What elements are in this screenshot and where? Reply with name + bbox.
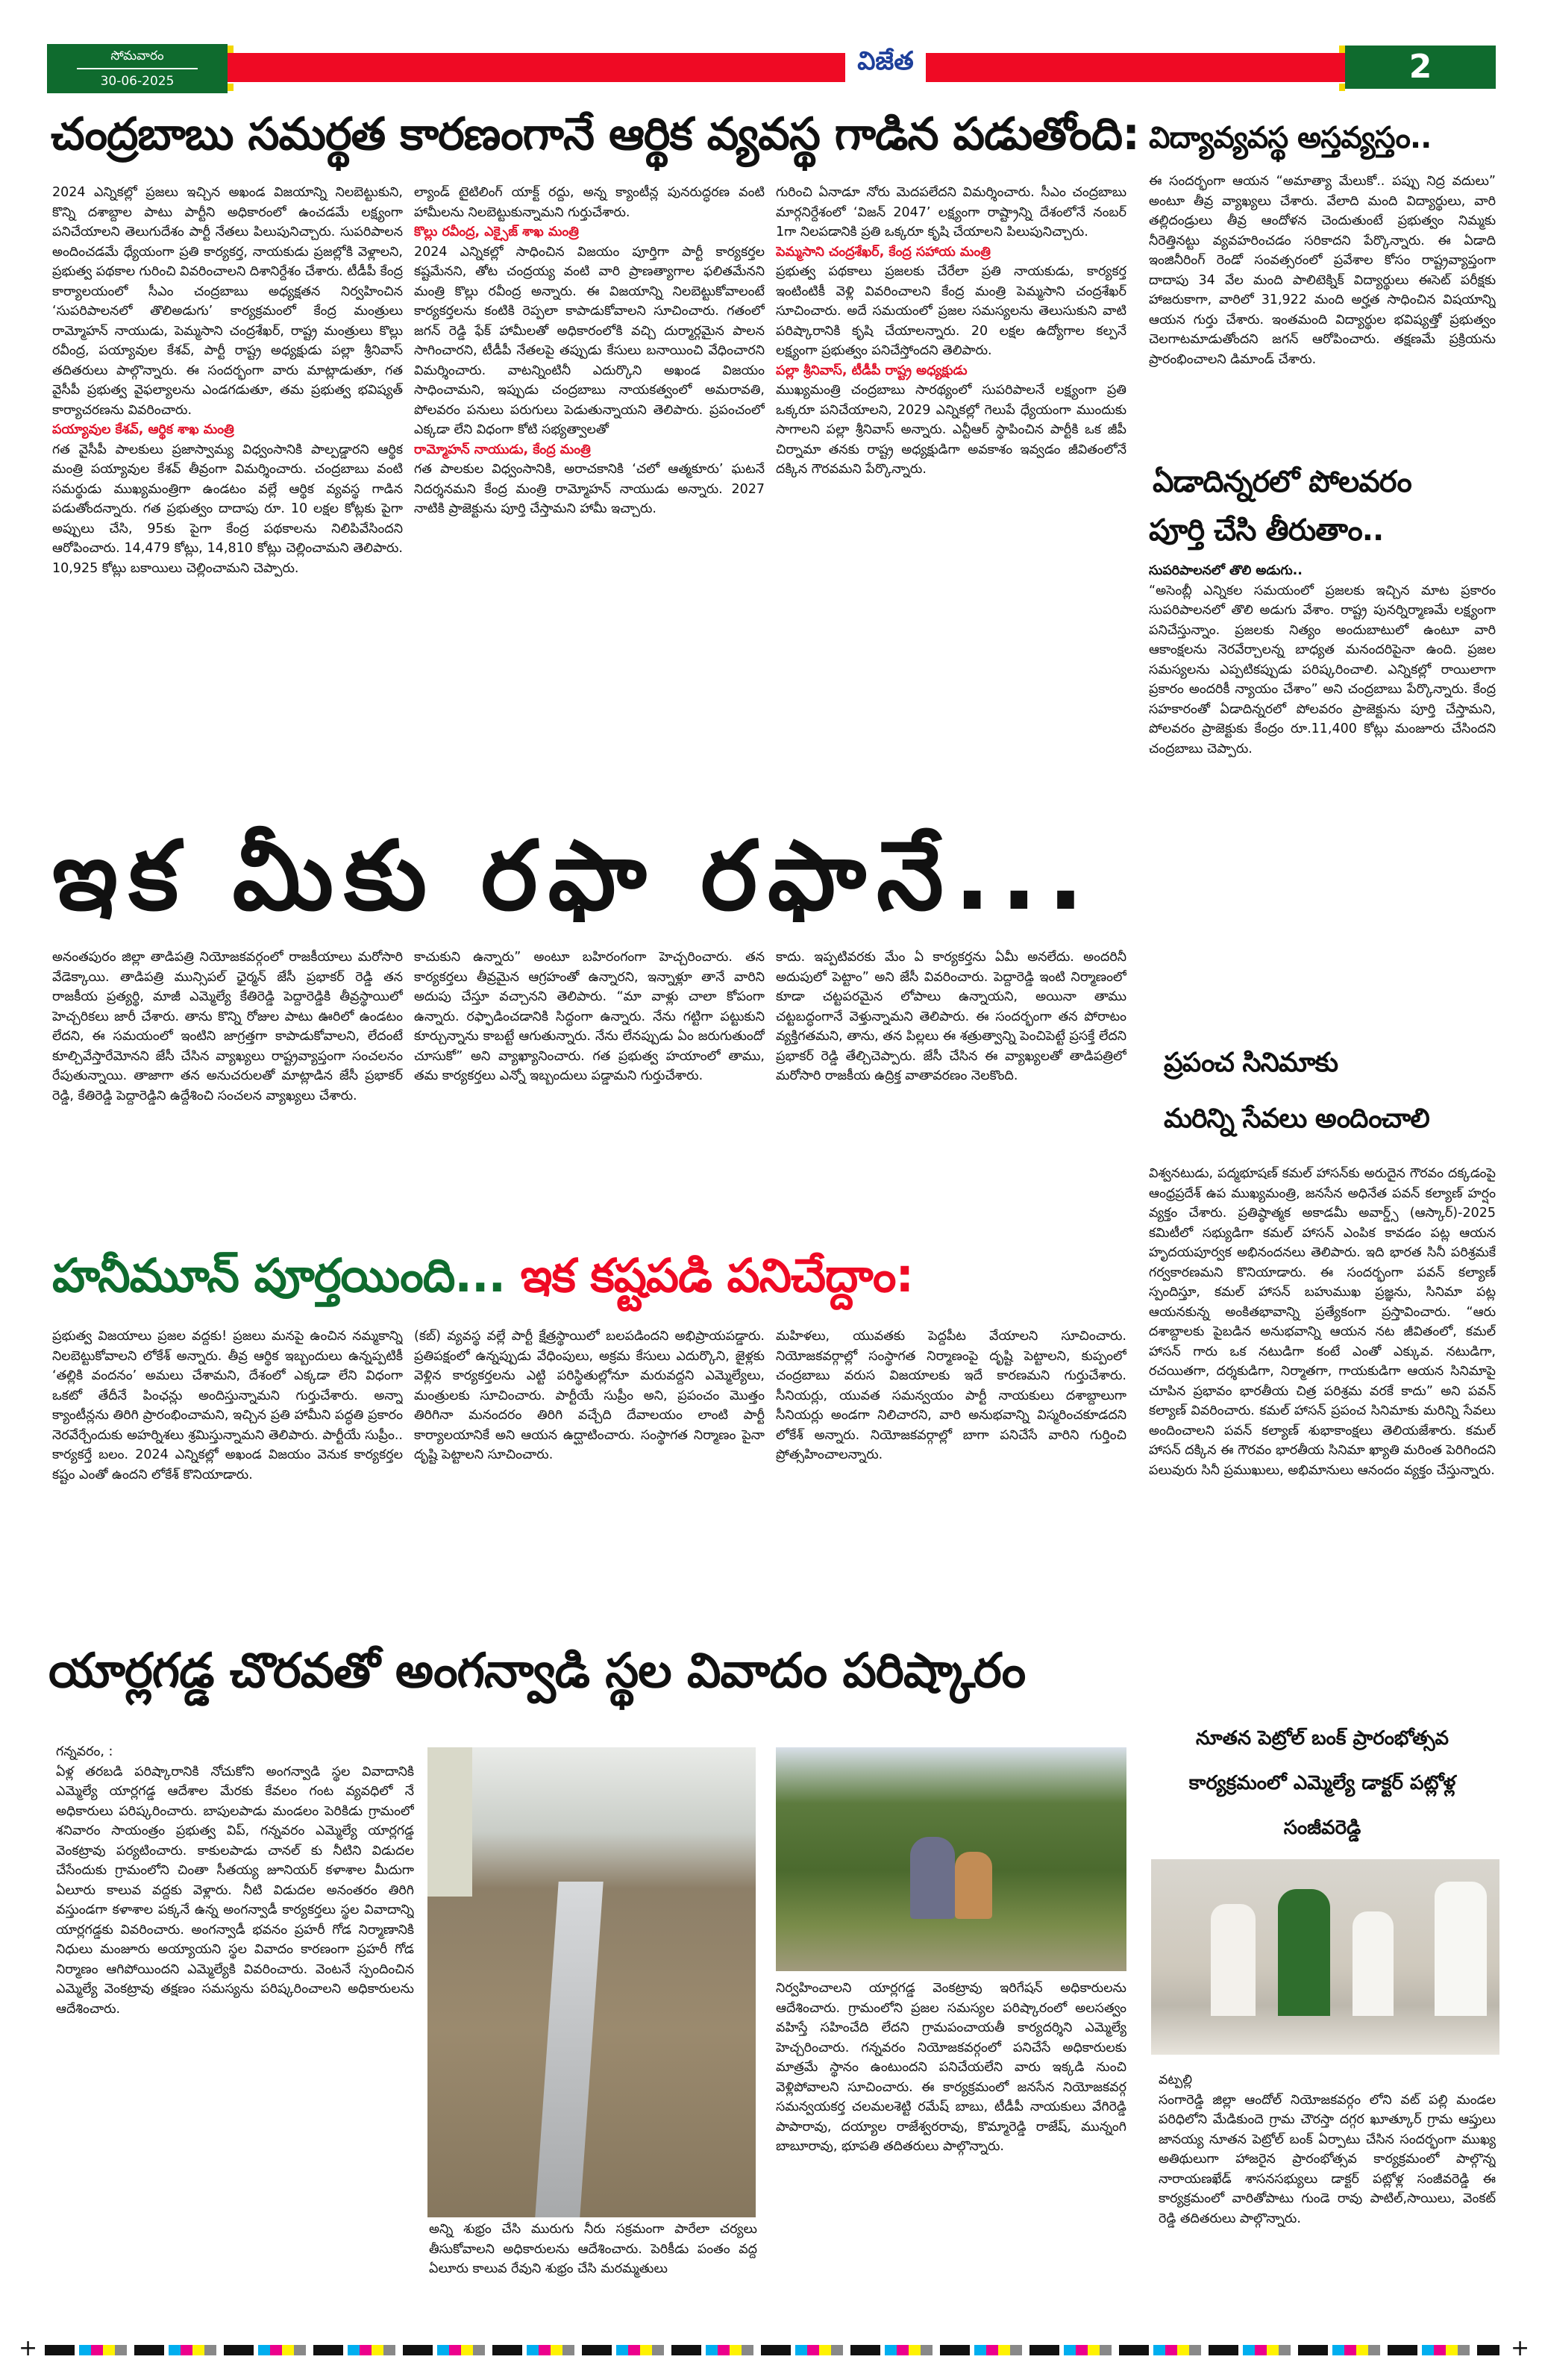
issue-date: 30-06-2025: [100, 74, 175, 89]
lead-column-3: [776, 183, 1126, 795]
canal-cleaning-photo: [776, 1747, 1126, 1971]
rafa-column-2: కాచుకుని ఉన్నారు” అంటూ బహిరంగంగా హెచ్చరించారు. తన కార్యకర్తలు తీవ్రమైన ఆగ్రహంతో ఉన్నారని, ఇన్నాళ్లూ తానే వారిని అదుపు చేస్తూ వచ్చానని తెలిపారు. “మా వాళ్లు చాలా కోపంగా ఉన్నారు. రఫ్ఫాడించడానికి సిద్ధంగా ఉన్నారు. నేను గట్టిగా పట్టుకుని కూర్చున్నాను కాబట్టే ఆగుతున్నారు. నేను లేనప్పుడు ఏం జరుగుతుందో చూసుకో” అని వ్యాఖ్యానించారు. గత ప్రభుత్వ హయాంలో తాము, తమ కార్యకర్తలు ఎన్నో ఇబ్బందులు పడ్డామని గుర్తుచేశారు.: [414, 950, 765, 1083]
crosshair-mark: +: [1511, 2335, 1530, 2361]
lead-text: ప్రభుత్వ పథకాలు ప్రజలకు చేరేలా ప్రతి నాయకుడు, కార్యకర్త ఇంటింటికీ వెళ్లి వివరించాలని కేంద్ర మంత్రి పెమ్మసాని చంద్రశేఖర్ సూచించారు. అదే సమయంలో ప్రజల సమస్యలను తెలుసుకుని వాటి పరిష్కారానికి కృషి చేయాలన్నారు. 20 లక్షల ఉద్యోగాల కల్పనే లక్ష్యంగా ప్రభుత్వం పనిచేస్తోందని తెలిపారు.: [776, 264, 1126, 358]
worker-figure: [955, 1852, 992, 1919]
honeymoon-headline-red: ఇక కష్టపడి పనిచేద్దాం:: [520, 1248, 914, 1303]
lead-text: 2024 ఎన్నికల్లో సాధించిన విజయం పూర్తిగా పార్టీ కార్యకర్తల కష్టమేనని, తోట చంద్రయ్య వంటి వారి ప్రాణత్యాగాల ఫలితమేనని మంత్రి కొల్లు రవీంద్ర అన్నారు. ఈ విజయాన్ని నిలబెట్టుకోవాలంటే కార్యకర్తలను కంటికి రెప్పలా కాపాడుకోవాలని సూచించారు. గతంలో జగన్ రెడ్డి ఫేక్ హామీలతో అధికారంలోకి వచ్చి దుర్మార్గమైన పాలన సాగించారని, టీడీపీ నేతలపై తప్పుడు కేసులు బనాయించి వేధించారని విమర్శించారు. వాటన్నింటినీ ఎదుర్కొని అఖండ విజయం సాధించామని, ఇప్పుడు చంద్రబాబు నాయకత్వంలో అమరావతి, పోలవరం పనులు పరుగులు పెడుతున్నాయని తెలిపారు. ప్రపంచంలో ఎక్కడా లేని విధంగా కోటి సభ్యత్వాలతో: [414, 244, 765, 437]
honeymoon-headline: [52, 1242, 913, 1309]
cinema-headline-1: ప్రపంచ సినిమాకు: [1164, 1047, 1338, 1078]
lead-subhead: కొల్లు రవీంద్ర, ఎక్సైజ్ శాఖ మంత్రి: [414, 225, 579, 239]
education-body: ఈ సందర్భంగా ఆయన “అమాత్యా మేలుకో.. పప్పు నిద్ర వదులు” అంటూ తీవ్ర వ్యాఖ్యలు చేశారు. వేలాది మంది విద్యార్థులు, వారి తల్లిదండ్రులు తీవ్ర ఆందోళన చెందుతుంటే ప్రభుత్వం నిమ్మకు నీరెత్తినట్టు వ్యవహరించడం సరికాదని పేర్కొన్నారు. ఈ ఏడాది ఇంజినీరింగ్ రెండో సంవత్సరంలో ప్రవేశాల కోసం రాష్ట్రవ్యాప్తంగా దాదాపు 34 వేల మంది పాలిటెక్నిక్ విద్యార్థులు ఈసెట్ పరీక్షకు హాజరుకాగా, వారిలో 31,922 మంది అర్హత సాధించిన విషయాన్ని ఆయన గుర్తు చేశారు. ఇంతమంది విద్యార్థుల భవిష్యత్తో ప్రభుత్వం చెలగాటమాడుతోందని జగన్ ఆరోపించారు. తక్షణమే ప్రక్రియను ప్రారంభించాలని డిమాండ్ చేశారు.: [1149, 174, 1496, 367]
honeymoon-headline-green: హనీమూన్ పూర్తయింది...: [52, 1248, 506, 1303]
petrol-headline: నూతన పెట్రోల్ బంక్ ప్రారంభోత్సవ కార్యక్రమంలో ఎమ్మెల్యే డాక్టర్ పట్లోళ్ల సంజీవరెడ్డి: [1188, 1727, 1456, 1839]
lead-text: ల్యాండ్ టైటిలింగ్ యాక్ట్ రద్దు, అన్న క్యాంటీన్ల పునరుద్ధరణ వంటి హామీలను నిలబెట్టుకున్నామని గుర్తుచేశారు.: [414, 185, 765, 220]
petrol-text: సంగారెడ్డి జిల్లా ఆందోల్ నియోజకవర్గం లోని వట్ పల్లి మండల పరిధిలోని మేడికుందె గ్రామ చౌరస్తా దగ్గర ఖూత్కూర్ గ్రామ ఆప్తులు జానయ్య నూతన పెట్రోల్ బంక్ ఏర్పాటు చేసిన సందర్భంగా ముఖ్య అతిథులుగా హాజరైన ప్రారంభోత్సవ కార్యక్రమంలో పాల్గొన్న నారాయణఖేడ్ శాసనసభ్యులు డాక్టర్ పట్లోళ్ల సంజీవరెడ్డి ఈ కార్యక్రమంలో వారితోపాటు గుండె రావు పాటిల్,సాయిలు, వెంకట్ రెడ్డి తదితరులు పాల్గొన్నారు.: [1159, 2092, 1496, 2226]
lead-text: ముఖ్యమంత్రి చంద్రబాబు సారథ్యంలో సుపరిపాలనే లక్ష్యంగా ప్రతి ఒక్కరూ పనిచేయాలని, 2029 ఎన్నికల్లో గెలుపే ధ్యేయంగా ముందుకు సాగాలని పల్లా శ్రీనివాస్ అన్నారు. ఎన్టీఆర్ స్థాపించిన పార్టీకి ఒక జీపీ చిర్నామా తనకు రాష్ట్ర అధ్యక్షుడిగా అవకాశం ఇవ్వడం జీవితంలోనే దక్కిన గౌరవమని పేర్కొన్నారు.: [776, 383, 1126, 477]
lead-column-2: [414, 183, 765, 795]
petrol-bunk-photo: [1151, 1859, 1499, 2055]
water-channel: [535, 1882, 603, 2217]
crosshair-mark: +: [19, 2335, 38, 2361]
drain-photo: [427, 1747, 756, 2217]
lead-subhead: రామ్మోహన్ నాయుడు, కేంద్ర మంత్రి: [414, 442, 591, 457]
rafa-column-3: కాదు. ఇప్పటివరకు మేం ఏ కార్యకర్తను ఏమీ అనలేదు. అందరినీ అదుపులో పెట్టాం” అని జేసీ వివరించారు. పెద్దారెడ్డి ఇంటి నిర్మాణంలో కూడా చట్టపరమైన లోపాలు ఉన్నాయని, అయినా తాము చట్టబద్ధంగానే వెళ్తున్నామని తెలిపారు. ఈ సందర్భంగా తన పోరాటం వ్యక్తిగతమని, తాను, తన పిల్లలు ఈ శత్రుత్వాన్ని పెంచిపెట్టే ప్రసక్తే లేదని ప్రభాకర్ రెడ్డి తేల్చిచెప్పారు. జేసీ చేసిన ఈ వ్యాఖ్యలతో తాడిపత్రిలో మరోసారి రాజకీయ ఉద్రిక్త వాతావరణం నెలకొంది.: [776, 950, 1126, 1083]
newspaper-logo: [845, 45, 926, 95]
cinema-body: విశ్వనటుడు, పద్మభూషణ్ కమల్ హాసన్‌కు అరుదైన గౌరవం దక్కడంపై ఆంధ్రప్రదేశ్ ఉప ముఖ్యమంత్రి, జనసేన అధినేత పవన్ కల్యాణ్ హర్షం వ్యక్తం చేశారు. ప్రతిష్ఠాత్మక అకాడమీ అవార్డ్స్ (ఆస్కార్)-2025 కమిటీలో సభ్యుడిగా కమల్ హాసన్ ఎంపిక కావడం పట్ల ఆయన హృదయపూర్వక అభినందనలు తెలిపారు. ఇది భారత సినీ పరిశ్రమకే గర్వకారణమని కొనియాడారు. ఈ సందర్భంగా పవన్ కల్యాణ్ స్పందిస్తూ, కమల్ హాసన్ బహుముఖ ప్రజ్ఞను, సినిమా పట్ల ఆయనకున్న అంకితభావాన్ని ప్రత్యేకంగా ప్రస్తావించారు. “ఆరు దశాబ్దాలకు పైబడిన అనుభవాన్ని ఆయన నట జీవితంలో, కమల్ హాసన్ గారు ఒక నటుడిగా కంటే ఎంతో ఎక్కువ. నటుడిగా, రచయితగా, దర్శకుడిగా, నిర్మాతగా, గాయకుడిగా ఆయన సినిమాపై చూపిన ప్రభావం భారతీయ చిత్ర పరిశ్రమ వరకే కాదు” అని పవన్ కల్యాణ్ వివరించారు. కమల్ హాసన్ ప్రపంచ సినిమాకు మరిన్ని సేవలు అందించాలని పవన్ కల్యాణ్ శుభాకాంక్షలు తెలియజేశారు. కమల్ హాసన్ దక్కిన ఈ గౌరవం భారతీయ సినిమా ఖ్యాతి మరింత పెరిగిందని పలువురు సినీ ప్రముఖులు, అభిమానులు ఆనందం వ్యక్తం చేస్తున్నారు.: [1149, 1166, 1496, 1478]
anganwadi-headline: యార్లగడ్డ చొరవతో అంగన్వాడి స్థల వివాదం పరిష్కారం: [48, 1644, 1026, 1699]
person-figure: [1435, 1882, 1487, 2016]
wall: [427, 1747, 472, 1897]
education-headline: విద్యావ్యవస్థ అస్తవ్యస్తం..: [1149, 121, 1432, 155]
lead-text: గురించి ఏనాడూ నోరు మెదపలేదని విమర్శించారు. సీఎం చంద్రబాబు మార్గనిర్దేశంలో ‘విజన్ 2047’ లక్ష్యంగా రాష్ట్రాన్ని దేశంలోనే నంబర్ 1గా నిలపడానికి ప్రతి ఒక్కరూ కృషి చేయాలని పిలుపునిచ్చారు.: [776, 185, 1126, 239]
person-figure: [1278, 1889, 1330, 2016]
corner-mark: [1339, 84, 1345, 91]
anganwadi-dateline: గన్నవరం, :: [56, 1744, 113, 1759]
lead-column-1: [52, 183, 403, 795]
petrol-body: [1159, 2070, 1496, 2332]
photo-caption: అన్ని శుభ్రం చేసి మురుగు నీరు సక్రమంగా పారేలా చర్యలు తీసుకోవాలని అధికారులను ఆదేశించారు. పెరికీడు పంతం వద్ద ఏలూరు కాలువ రేవుని శుభ్రం చేసి మరమ్మతులు: [429, 2222, 757, 2276]
polavaram-kicker: సుపరిపాలనలో తొలి అడుగు..: [1149, 563, 1303, 578]
honeymoon-column-3: మహిళలు, యువతకు పెద్దపీట వేయాలని సూచించారు. నియోజకవర్గాల్లో సంస్థాగత నిర్మాణంపై దృష్టి పెట్టాలని, కుప్పంలో చంద్రబాబు వరుస విజయాలకు ఇదే కారణమని గుర్తుచేశారు. సీనియర్లు, యువత సమన్వయం పార్టీ నాయకులు దశాబ్దాలుగా సీనియర్లు అండగా నిలిచారని, వారి అనుభవాన్ని విస్మరించకూడదని లోకేశ్ అన్నారు. నియోజకవర్గాల్లో బాగా పనిచేసే వారిని గుర్తించి ప్రోత్సహించాలన్నారు.: [776, 1329, 1126, 1462]
person-figure: [1353, 1911, 1394, 2016]
lead-subhead: పల్లా శ్రీనివాస్, టీడీపీ రాష్ట్ర అధ్యక్షుడు: [776, 363, 968, 378]
polavaram-headline-2: పూర్తి చేసి తీరుతాం..: [1149, 513, 1384, 548]
logo-text: విజేత: [857, 46, 914, 76]
honeymoon-column-1: ప్రభుత్వ విజయాలు ప్రజల వద్దకు! ప్రజలు మనపై ఉంచిన నమ్మకాన్ని నిలబెట్టుకోవాలని లోకేశ్ అన్నారు. తీవ్ర ఆర్థిక ఇబ్బందులు ఉన్నప్పటికీ ‘తల్లికి వందనం’ అమలు చేశామని, దేశంలో ఎక్కడా లేని విధంగా ఒకటో తేదీనే పింఛన్లు అందిస్తున్నామని గుర్తుచేశారు. అన్నా క్యాంటీన్లను తిరిగి ప్రారంభించామని, ఇచ్చిన ప్రతి హామీని పద్ధతి ప్రకారం నెరవేర్చేందుకు అహర్నిశలు శ్రమిస్తున్నామని తెలిపారు. పార్టీయే సుప్రీం.. కార్యకర్తే బలం. 2024 ఎన్నికల్లో అఖండ విజయం వెనుక కార్యకర్తల కష్టం ఎంతో ఉందని లోకేశ్ కొనియాడారు.: [52, 1329, 403, 1482]
lead-text: గత వైసీపీ పాలకులు ప్రజాస్వామ్య విధ్వంసానికి పాల్పడ్డారని ఆర్థిక మంత్రి పయ్యావుల కేశవ్ తీవ్రంగా విమర్శించారు. చంద్రబాబు వంటి సమర్థుడు ముఖ్యమంత్రిగా ఉండటం వల్లే ఆర్థిక వ్యవస్థ గాడిన పడుతోందన్నారు. గత ప్రభుత్వం దాదాపు రూ. 10 లక్షల కోట్లకు పైగా అప్పులు చేసి, 95కు పైగా కేంద్ర పథకాలను నిలిపివేసిందని ఆరోపించారు. 14,479 కోట్లు, 14,810 కోట్లు చెల్లించామని తెలిపారు. 10,925 కోట్లు బకాయిలు చెల్లించామని చెప్పారు.: [52, 442, 403, 576]
rafa-headline: ఇక మీకు రఫా రఫానే...: [52, 821, 1094, 932]
page-number: 2: [1345, 46, 1496, 89]
rafa-column-1: అనంతపురం జిల్లా తాడిపత్రి నియోజకవర్గంలో రాజకీయాలు మరోసారి వేడెక్కాయి. తాడిపత్రి మున్సిపల్ ఛైర్మన్ జేసీ ప్రభాకర్ రెడ్డి తన రాజకీయ ప్రత్యర్థి, మాజీ ఎమ్మెల్యే కేతిరెడ్డి పెద్దారెడ్డికి తీవ్రస్థాయిలో హెచ్చరికలు జారీ చేశారు. తాను కొన్ని రోజుల పాటు ఊరిలో ఉండటం లేదని, ఈ సమయంలో ఇంటిని జాగ్రత్తగా కాపాడుకోవాలని, లేదంటే కూల్చివేస్తారేమోనని జేసీ చేసిన వ్యాఖ్యలు రాష్ట్రవ్యాప్తంగా సంచలనం రేపుతున్నాయి. తాజాగా తన అనుచరులతో మాట్లాడిన జేసీ ప్రభాకర్ రెడ్డి, కేతిరెడ్డి పెద్దారెడ్డిని ఉద్దేశించి సంచలన వ్యాఖ్యలు చేశారు.: [52, 950, 403, 1103]
print-registration-bar: [45, 2345, 1499, 2355]
anganwadi-text: ఏళ్ల తరబడి పరిష్కారానికి నోచుకోని అంగన్వాడి స్థల వివాదానికి ఎమ్మెల్యే యార్లగడ్డ ఆదేశాల మేరకు కేవలం గంట వ్యవధిలో నే అధికారులు పరిష్కరించారు. బాపులపాడు మండలం పెరికిడు గ్రామంలో శనివారం సాయంత్రం ప్రభుత్వ విప్, గన్నవరం ఎమ్మెల్యే యార్లగడ్డ వెంకట్రావు పర్యటించారు. కాకులపాడు చానల్ కు నీటిని విడుదల చేసేందుకు గ్రామంలోని చింతా సీతయ్య జూనియర్ కళాశాల మీదుగా ఏలూరు కాలువ వద్దకు వెళ్లారు. నీటి విడుదల అనంతరం తిరిగి వస్తుండగా కళాశాల పక్కనే ఉన్న అంగన్వాడీ కార్యకర్తలు స్థల వివాదాన్ని యార్లగడ్డకు వివరించారు. అంగన్వాడీ భవనం ప్రహరీ గోడ నిర్మాణానికి నిధులు మంజూరు అయ్యాయని స్థల వివాదం కారణంగా ప్రహరీ గోడ నిర్మాణం ఆగిపోయిందని ఎమ్మెల్యేకి వివరించారు. వెంటనే స్పందించిన ఎమ్మెల్యే వెంకట్రావు తక్షణం సమస్యను పరిష్కరించాలని అధికారులను ఆదేశించారు.: [56, 1764, 414, 2017]
corner-mark: [228, 46, 234, 53]
lead-text: 2024 ఎన్నికల్లో ప్రజలు ఇచ్చిన అఖండ విజయాన్ని నిలబెట్టుకుని, కొన్ని దశాబ్దాల పాటు పార్టీని అధికారంలో ఉంచడమే లక్ష్యంగా పనిచేయాలని తెలుగుదేశం పార్టీ నేతలు పిలుపునిచ్చారు. సుపరిపాలన అందించడమే ధ్యేయంగా ప్రతి కార్యకర్త, నాయకుడు ప్రజల్లోకి వెళ్లాలని, ప్రభుత్వ పథకాల గురించి వివరించాలని దిశానిర్దేశం చేశారు. టీడీపీ కేంద్ర కార్యాలయంలో సీఎం చంద్రబాబు అధ్యక్షతన నిర్వహించిన ‘సుపరిపాలనలో తొలిఅడుగు’ కార్యక్రమంలో కేంద్ర మంత్రులు రామ్మోహన్ నాయుడు, పెమ్మసాని చంద్రశేఖర్, రాష్ట్ర మంత్రులు కొల్లు రవీంద్ర, పయ్యావుల కేశవ్, పార్టీ రాష్ట్ర అధ్యక్షుడు పల్లా శ్రీనివాస్ తదితరులు పాల్గొన్నారు. ఈ సందర్భంగా వారు మాట్లాడుతూ, గత వైసీపీ ప్రభుత్వ వైఫల్యాలను ఎండగడుతూ, తమ ప్రభుత్వ భవిష్యత్ కార్యాచరణను వివరించారు.: [52, 185, 403, 418]
worker-figure: [910, 1837, 955, 1919]
anganwadi-column-1: [56, 1742, 414, 2332]
corner-mark: [1339, 46, 1345, 53]
person-figure: [1211, 1904, 1256, 2016]
lead-text: గత పాలకుల విధ్వంసానికి, అరాచకానికి ‘చలో ఆత్మకూరు’ ఘటనే నిదర్శనమని కేంద్ర మంత్రి రామ్మోహన్ నాయుడు అన్నారు. 2027 నాటికి ప్రాజెక్టును పూర్తి చేస్తామని హామీ ఇచ్చారు.: [414, 462, 765, 516]
weekday: సోమవారం: [77, 44, 198, 69]
lead-subhead: పయ్యావుల కేశవ్, ఆర్థిక శాఖ మంత్రి: [52, 422, 234, 437]
masthead-band: [228, 53, 1345, 82]
cinema-headline-2: మరిన్ని సేవలు అందించాలి: [1164, 1103, 1429, 1134]
anganwadi-column-3: నిర్వహించాలని యార్లగడ్డ వెంకట్రావు ఇరిగేషన్ అధికారులను ఆదేశించారు. గ్రామంలోని ప్రజల సమస్యల పరిష్కారంలో అలసత్వం వహిస్తే సహించేది లేదని గ్రామపంచాయతీ కార్యదర్శిని ఎమ్మెల్యే హెచ్చరించారు. గన్నవరం నియోజకవర్గంలో పనిచేసే అధికారులకు మాత్రమే స్థానం ఉంటుందని పనిచేయలేని వారు ఇక్కడి నుంచి వెళ్లిపోవాలని సూచించారు. ఈ కార్యక్రమంలో జనసేన నియోజకవర్గ సమన్వయకర్త చలమలశెట్టి రమేష్ బాబు, టీడీపీ నాయకులు వేగిరెడ్డి పాపారావు, దయ్యాల రాజేశ్వరరావు, కొమ్మారెడ్డి రాజేష్, మున్నంగి బాబూరావు, భూపతి తదితరులు పాల్గొన్నారు.: [776, 1981, 1126, 2154]
polavaram-body: [1149, 561, 1496, 1016]
lead-subhead: పెమ్మసాని చంద్రశేఖర్, కేంద్ర సహాయ మంత్రి: [776, 244, 991, 260]
date-box: [47, 44, 228, 93]
polavaram-text: “అసెంబ్లీ ఎన్నికల సమయంలో ప్రజలకు ఇచ్చిన మాట ప్రకారం సుపరిపాలనలో తొలి అడుగు వేశాం. రాష్ట్ర పునర్నిర్మాణమే లక్ష్యంగా పనిచేస్తున్నాం. ప్రజలకు నిత్యం అందుబాటులో ఉంటూ వారి ఆకాంక్షలను నెరవేర్చాలన్న బాధ్యత మనందరిపైనా ఉంది. ప్రజల సమస్యలను ఎప్పటికప్పుడు పరిష్కరించాలి. ఎన్నికల్లో రాయిలాగా ప్రకారం అందరికీ న్యాయం చేశాం” అని చంద్రబాబు పేర్కొన్నారు. కేంద్ర సహకారంతో ఏడాదిన్నరలో పోలవరం ప్రాజెక్టును పూర్తి చేస్తామని, పోలవరం ప్రాజెక్టుకు కేంద్రం రూ.11,400 కోట్లు మంజూరు చేసిందని చంద్రబాబు చెప్పారు.: [1149, 583, 1496, 757]
honeymoon-column-2: (కబ్) వ్యవస్థ వల్లే పార్టీ క్షేత్రస్థాయిలో బలపడిందని అభిప్రాయపడ్డారు. ప్రతిపక్షంలో ఉన్నప్పుడు వేధింపులు, అక్రమ కేసులు ఎదుర్కొని, జైళ్లకు వెళ్లిన కార్యకర్తలను ఎట్టి పరిస్థితుల్లోనూ మరువద్దని ఎమ్మెల్యేలు, మంత్రులకు సూచించారు. పార్టీయే సుప్రీం అని, ప్రపంచం మొత్తం తిరిగినా మనందరం తిరిగి వచ్చేది దేవాలయం లాంటి పార్టీ కార్యాలయానికే అని ఆయన ఉద్ఘాటించారు. సంస్థాగత నిర్మాణం పైనా దృష్టి పెట్టాలని సూచించారు.: [414, 1329, 765, 1462]
petrol-dateline: వట్పల్లి: [1159, 2073, 1193, 2088]
corner-mark: [228, 84, 234, 91]
lead-headline: చంద్రబాబు సమర్థత కారణంగానే ఆర్థిక వ్యవస్థ గాడిన పడుతోంది:: [51, 108, 1140, 160]
polavaram-headline-1: ఏడాదిన్నరలో పోలవరం: [1153, 465, 1411, 499]
